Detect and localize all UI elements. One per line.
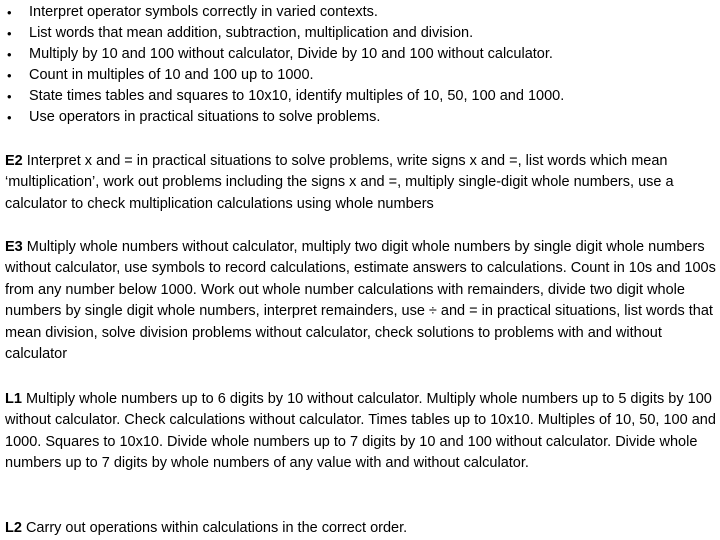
bullet-item: [0, 86, 716, 107]
bullet-icon: •: [7, 110, 12, 125]
bullet-item: [0, 107, 716, 128]
bullet-text: Count in multiples of 10 and 100 up to 1000.: [29, 67, 314, 83]
section-text: Carry out operations within calculations in the correct order.: [21, 520, 408, 536]
bullet-item: [0, 2, 716, 23]
section-e2: [5, 151, 717, 215]
bullet-icon: •: [7, 89, 12, 104]
section-code: L1: [5, 391, 22, 407]
bullet-icon: •: [7, 26, 12, 41]
bullet-item: [0, 65, 716, 86]
section-code: L2: [5, 520, 22, 536]
section-text: Multiply whole numbers up to 6 digits by 10 without calculator. Multiply whole numbers up to 5 digits by 100 without calculator. Check calculations without calculator. Times tables up to 10x10. Multiples of 10, 50, 100 and 1000. Squares to 10x10. Divide whole numbers up to 7 digits by 10 and 100 without calculator. Divide whole numbers up to 7 digits by whole numbers of any value with and without calculator.: [5, 391, 716, 472]
section-e3: [5, 237, 717, 365]
bullet-text: Use operators in practical situations to solve problems.: [29, 109, 381, 125]
bullet-text: State times tables and squares to 10x10, identify multiples of 10, 50, 100 and 1000.: [29, 88, 565, 104]
bullet-text: List words that mean addition, subtraction, multiplication and division.: [29, 25, 474, 41]
bullet-list: [0, 2, 716, 128]
section-text: Multiply whole numbers without calculator, multiply two digit whole numbers by single digit whole numbers without calculator, use symbols to record calculations, estimate answers to calculations. Count in 10s and 100s from any number below 1000. Work out whole number calculations with remainders, divide two digit whole numbers by single digit whole numbers, interpret remainders, use ÷ and = in practical situations, list words that mean division, solve division problems without calculator, check solutions to problems with and without calculator: [5, 239, 716, 363]
bullet-item: [0, 23, 716, 44]
section-text: Interpret x and = in practical situations to solve problems, write signs x and =, list words which mean ‘multiplication’, work out problems including the signs x and =, multiply single-digit whole numbers, use a calculator to check multiplication calculations using whole numbers: [5, 153, 674, 212]
bullet-item: [0, 44, 716, 65]
bullet-text: Multiply by 10 and 100 without calculator, Divide by 10 and 100 without calculator.: [29, 46, 553, 62]
bullet-icon: •: [7, 5, 12, 20]
bullet-icon: •: [7, 47, 12, 62]
bullet-text: Interpret operator symbols correctly in varied contexts.: [29, 4, 378, 20]
bullet-icon: •: [7, 68, 12, 83]
section-code: E3: [5, 239, 23, 255]
section-l1: [5, 389, 717, 475]
section-code: E2: [5, 153, 23, 169]
section-l2: [5, 518, 717, 539]
